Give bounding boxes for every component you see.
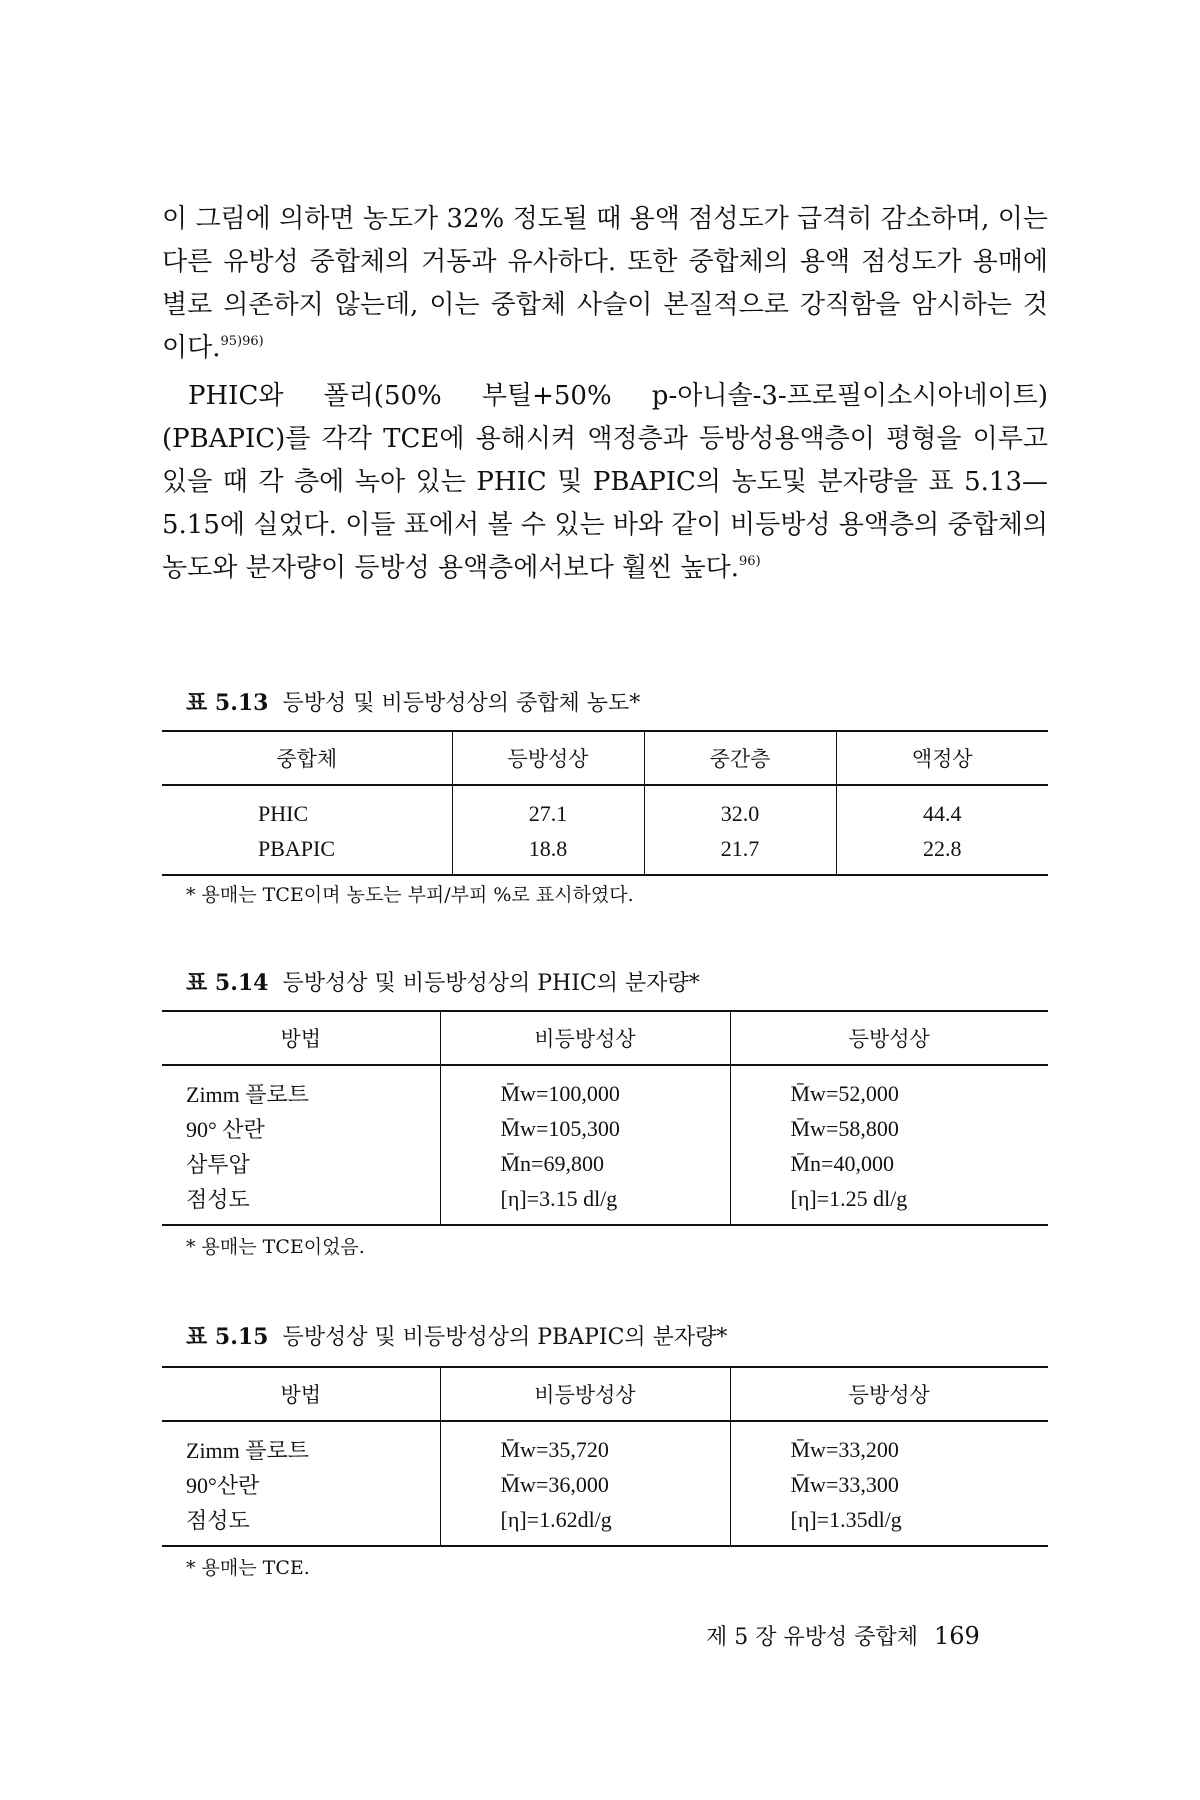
table-cell: PHIC <box>258 800 309 826</box>
column-header: 비등방성상 <box>440 1011 730 1065</box>
reference-marker-1: 95)96) <box>220 334 264 349</box>
table-cell: 21.7 <box>644 831 836 875</box>
table-cell: M̄w=58,800 <box>730 1111 1048 1146</box>
table-cell: 90° 산란 <box>186 1117 265 1142</box>
table-caption-text: 등방성상 및 비등방성상의 PBAPIC의 분자량* <box>282 1325 728 1350</box>
table-cell: [η]=1.25 dl/g <box>730 1181 1048 1225</box>
reference-marker-2: 96) <box>739 554 761 569</box>
table-cell: Zimm 플로트 <box>186 1082 310 1107</box>
table-cell: 18.8 <box>452 831 644 875</box>
table-row <box>162 785 1048 831</box>
table-header-row <box>162 731 1048 785</box>
table-cell: M̄w=33,200 <box>730 1421 1048 1467</box>
table-row <box>162 1421 1048 1467</box>
table-cell: [η]=1.35dl/g <box>730 1502 1048 1546</box>
table-cell: M̄n=69,800 <box>440 1146 730 1181</box>
table-row <box>162 1065 1048 1111</box>
table-row <box>162 1181 1048 1225</box>
table-cell: 점성도 <box>162 1502 440 1546</box>
table-cell: Zimm 플로트 <box>186 1438 310 1463</box>
table-caption-text: 등방성 및 비등방성상의 중합체 농도* <box>282 691 641 716</box>
table-5-14-footnote: * 용매는 TCE이었음. <box>186 1236 365 1258</box>
table-cell: 90°산란 <box>186 1473 260 1498</box>
table-cell: 점성도 <box>162 1181 440 1225</box>
column-header: 중간층 <box>644 731 836 785</box>
table-number: 표 5.14 <box>186 970 269 996</box>
column-header: 등방성상 <box>452 731 644 785</box>
table-cell: 44.4 <box>836 785 1048 831</box>
table-cell: [η]=1.62dl/g <box>440 1502 730 1546</box>
column-header: 비등방성상 <box>440 1367 730 1421</box>
table-5-15-caption <box>186 1322 727 1353</box>
column-header: 액정상 <box>836 731 1048 785</box>
column-header: 등방성상 <box>730 1367 1048 1421</box>
table-5-13-caption <box>186 688 640 719</box>
table-header-row <box>162 1011 1048 1065</box>
column-header: 등방성상 <box>730 1011 1048 1065</box>
table-cell: M̄w=35,720 <box>440 1421 730 1467</box>
table-caption-text: 등방성상 및 비등방성상의 PHIC의 분자량* <box>282 971 700 996</box>
table-cell: 22.8 <box>836 831 1048 875</box>
table-5-14-caption <box>186 968 700 999</box>
table-number: 표 5.15 <box>186 1324 269 1350</box>
column-header: 방법 <box>162 1367 440 1421</box>
table-row <box>162 831 1048 875</box>
table-cell: M̄w=105,300 <box>440 1111 730 1146</box>
table-cell: M̄n=40,000 <box>730 1146 1048 1181</box>
table-cell: M̄w=52,000 <box>730 1065 1048 1111</box>
table-5-15-footnote: * 용매는 TCE. <box>186 1557 310 1579</box>
table-cell: M̄w=100,000 <box>440 1065 730 1111</box>
table-5-14 <box>162 1010 1048 1226</box>
table-cell: M̄w=36,000 <box>440 1467 730 1502</box>
table-cell: 27.1 <box>452 785 644 831</box>
table-row <box>162 1146 1048 1181</box>
paragraph-1-text: 이 그림에 의하면 농도가 32% 정도될 때 용액 점성도가 급격히 감소하며, 이는 다른 유방성 중합체의 거동과 유사하다. 또한 중합체의 용액 점성도가 용매에 별로 의존하지 않는데, 이는 중합체 사슬이 본질적으로 강직함을 암시하는 것이다. <box>162 204 1048 363</box>
table-cell: 32.0 <box>644 785 836 831</box>
table-5-13-footnote: * 용매는 TCE이며 농도는 부피/부피 %로 표시하였다. <box>186 884 634 906</box>
table-cell: PBAPIC <box>162 831 452 875</box>
table-row <box>162 1467 1048 1502</box>
table-cell: M̄w=33,300 <box>730 1467 1048 1502</box>
body-paragraph-2 <box>162 375 1048 590</box>
paragraph-2-text: PHIC와 폴리(50% 부틸+50% p-아니솔-3-프로필이소시아네이트)(PBAPIC)를 각각 TCE에 용해시켜 액정층과 등방성용액층이 평형을 이루고 있을 때 각 층에 녹아 있는 PHIC 및 PBAPIC의 농도및 분자량을 표 5.13—5.15에 실었다. 이들 표에서 볼 수 있는 바와 같이 비등방성 용액층의 중합체의 농도와 분자량이 등방성 용액층에서보다 훨씬 높다. <box>162 381 1048 583</box>
column-header: 방법 <box>162 1011 440 1065</box>
table-number: 표 5.13 <box>186 690 269 716</box>
page-number: 169 <box>934 1622 980 1650</box>
table-cell: 삼투압 <box>186 1152 250 1177</box>
table-5-15 <box>162 1366 1048 1547</box>
table-row <box>162 1111 1048 1146</box>
chapter-title: 제 5 장 유방성 중합체 <box>706 1625 918 1650</box>
column-header: 중합체 <box>162 731 452 785</box>
table-row <box>162 1502 1048 1546</box>
body-paragraph-1 <box>162 198 1048 370</box>
table-5-13 <box>162 730 1048 876</box>
table-cell: [η]=3.15 dl/g <box>440 1181 730 1225</box>
page-footer <box>706 1620 980 1651</box>
table-header-row <box>162 1367 1048 1421</box>
